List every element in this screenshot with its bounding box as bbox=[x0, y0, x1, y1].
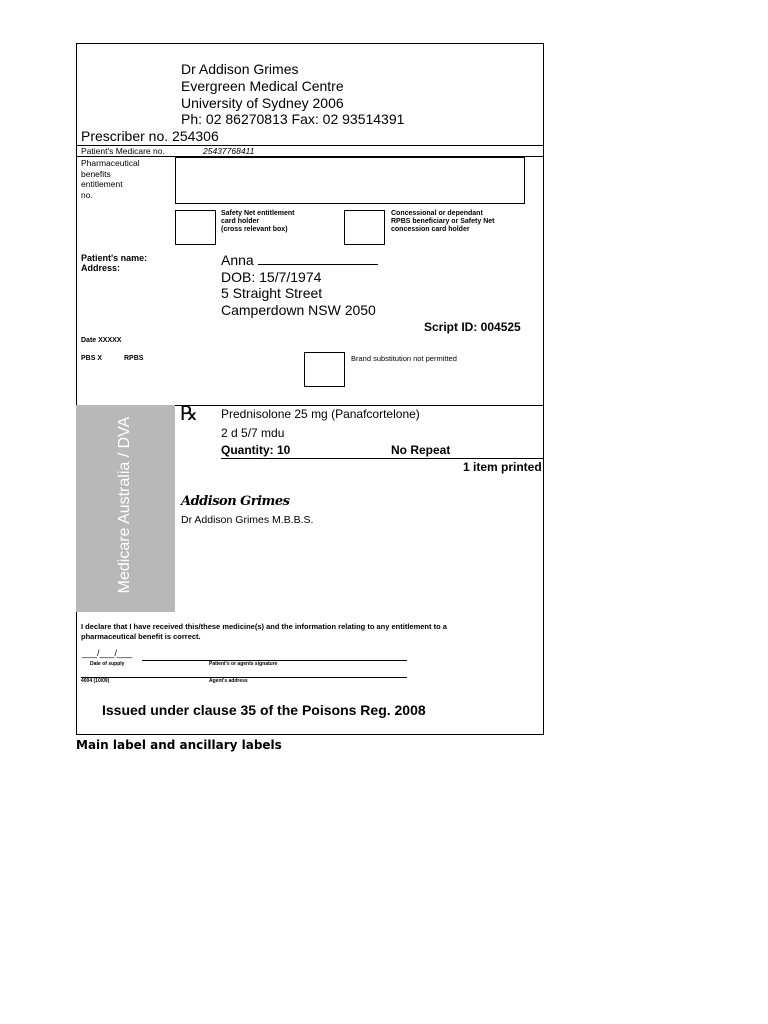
patient-suburb: Camperdown NSW 2050 bbox=[221, 301, 376, 318]
rpbs-label: RPBS bbox=[124, 355, 144, 362]
patient-signature-label: Patient's or agents signature bbox=[209, 661, 278, 667]
safety-net-checkbox[interactable] bbox=[175, 210, 216, 245]
medicare-number: 25437768411 bbox=[203, 146, 255, 156]
form-code: 4004 (10/09) bbox=[81, 678, 110, 684]
issued-under-clause: Issued under clause 35 of the Poisons Reg. 2008 bbox=[102, 702, 426, 718]
date-of-supply-blanks: ___/___/___ bbox=[82, 648, 133, 658]
pbe-entitlement-field[interactable] bbox=[175, 157, 525, 204]
pbs-label: PBS X bbox=[81, 355, 103, 362]
declaration: I declare that I have received this/these medicine(s) and the information relating to any entitlement to a pharmaceutical benefit is correct. bbox=[81, 622, 447, 641]
agent-address-label: Agent's address bbox=[209, 678, 248, 684]
page-caption: Main label and ancillary labels bbox=[76, 738, 282, 752]
drug-directions: 2 d 5/7 mdu bbox=[221, 426, 285, 440]
prescriber-number: Prescriber no. 254306 bbox=[81, 128, 219, 144]
patient-dob: DOB: 15/7/1974 bbox=[221, 268, 322, 285]
date-of-supply-label: Date of supply bbox=[90, 661, 125, 667]
practice-name: Evergreen Medical Centre bbox=[181, 77, 344, 94]
drug-repeat: No Repeat bbox=[391, 443, 451, 457]
prescriber-block bbox=[181, 61, 404, 128]
patient-name-label: Patient's name: bbox=[81, 253, 148, 263]
patient-block bbox=[221, 252, 378, 318]
patient-address-label: Address: bbox=[81, 263, 121, 273]
items-printed: 1 item printed bbox=[463, 460, 542, 474]
rx-divider bbox=[175, 405, 544, 406]
pbe-label: Pharmaceutical benefits entitlement no. bbox=[81, 158, 140, 200]
concessional-checkbox[interactable] bbox=[344, 210, 385, 245]
prescriber-printed-name: Dr Addison Grimes M.B.B.S. bbox=[181, 514, 314, 526]
patient-name: Anna bbox=[221, 252, 378, 269]
prescriber-name: Dr Addison Grimes bbox=[181, 61, 299, 77]
brand-substitution-label: Brand substitution not permitted bbox=[351, 354, 457, 363]
concessional-label: Concessional or dependant RPBS beneficiary or Safety Net concession card holder bbox=[391, 210, 495, 233]
patient-street: 5 Straight Street bbox=[221, 285, 323, 301]
drug-underline bbox=[221, 458, 544, 459]
safety-net-label: Safety Net entitlement card holder (cross relevant box) bbox=[221, 210, 295, 233]
practice-location: University of Sydney 2006 bbox=[181, 94, 344, 111]
practice-contact: Ph: 02 86270813 Fax: 02 93514391 bbox=[181, 111, 405, 128]
date-label: Date XXXXX bbox=[81, 337, 122, 344]
script-id: Script ID: 004525 bbox=[424, 320, 521, 334]
brand-substitution-checkbox[interactable] bbox=[304, 352, 345, 387]
rx-icon: ℞ bbox=[180, 403, 198, 425]
medicare-label: Patient's Medicare no. bbox=[81, 146, 165, 156]
patient-name-underline bbox=[258, 254, 378, 265]
drug-quantity: Quantity: 10 bbox=[221, 443, 291, 457]
drug-name: Prednisolone 25 mg (Panafcortelone) bbox=[221, 407, 420, 421]
prescriber-signature: Addison Grimes bbox=[181, 494, 290, 509]
medicare-dva-text: Medicare Australia / DVA bbox=[116, 416, 133, 594]
